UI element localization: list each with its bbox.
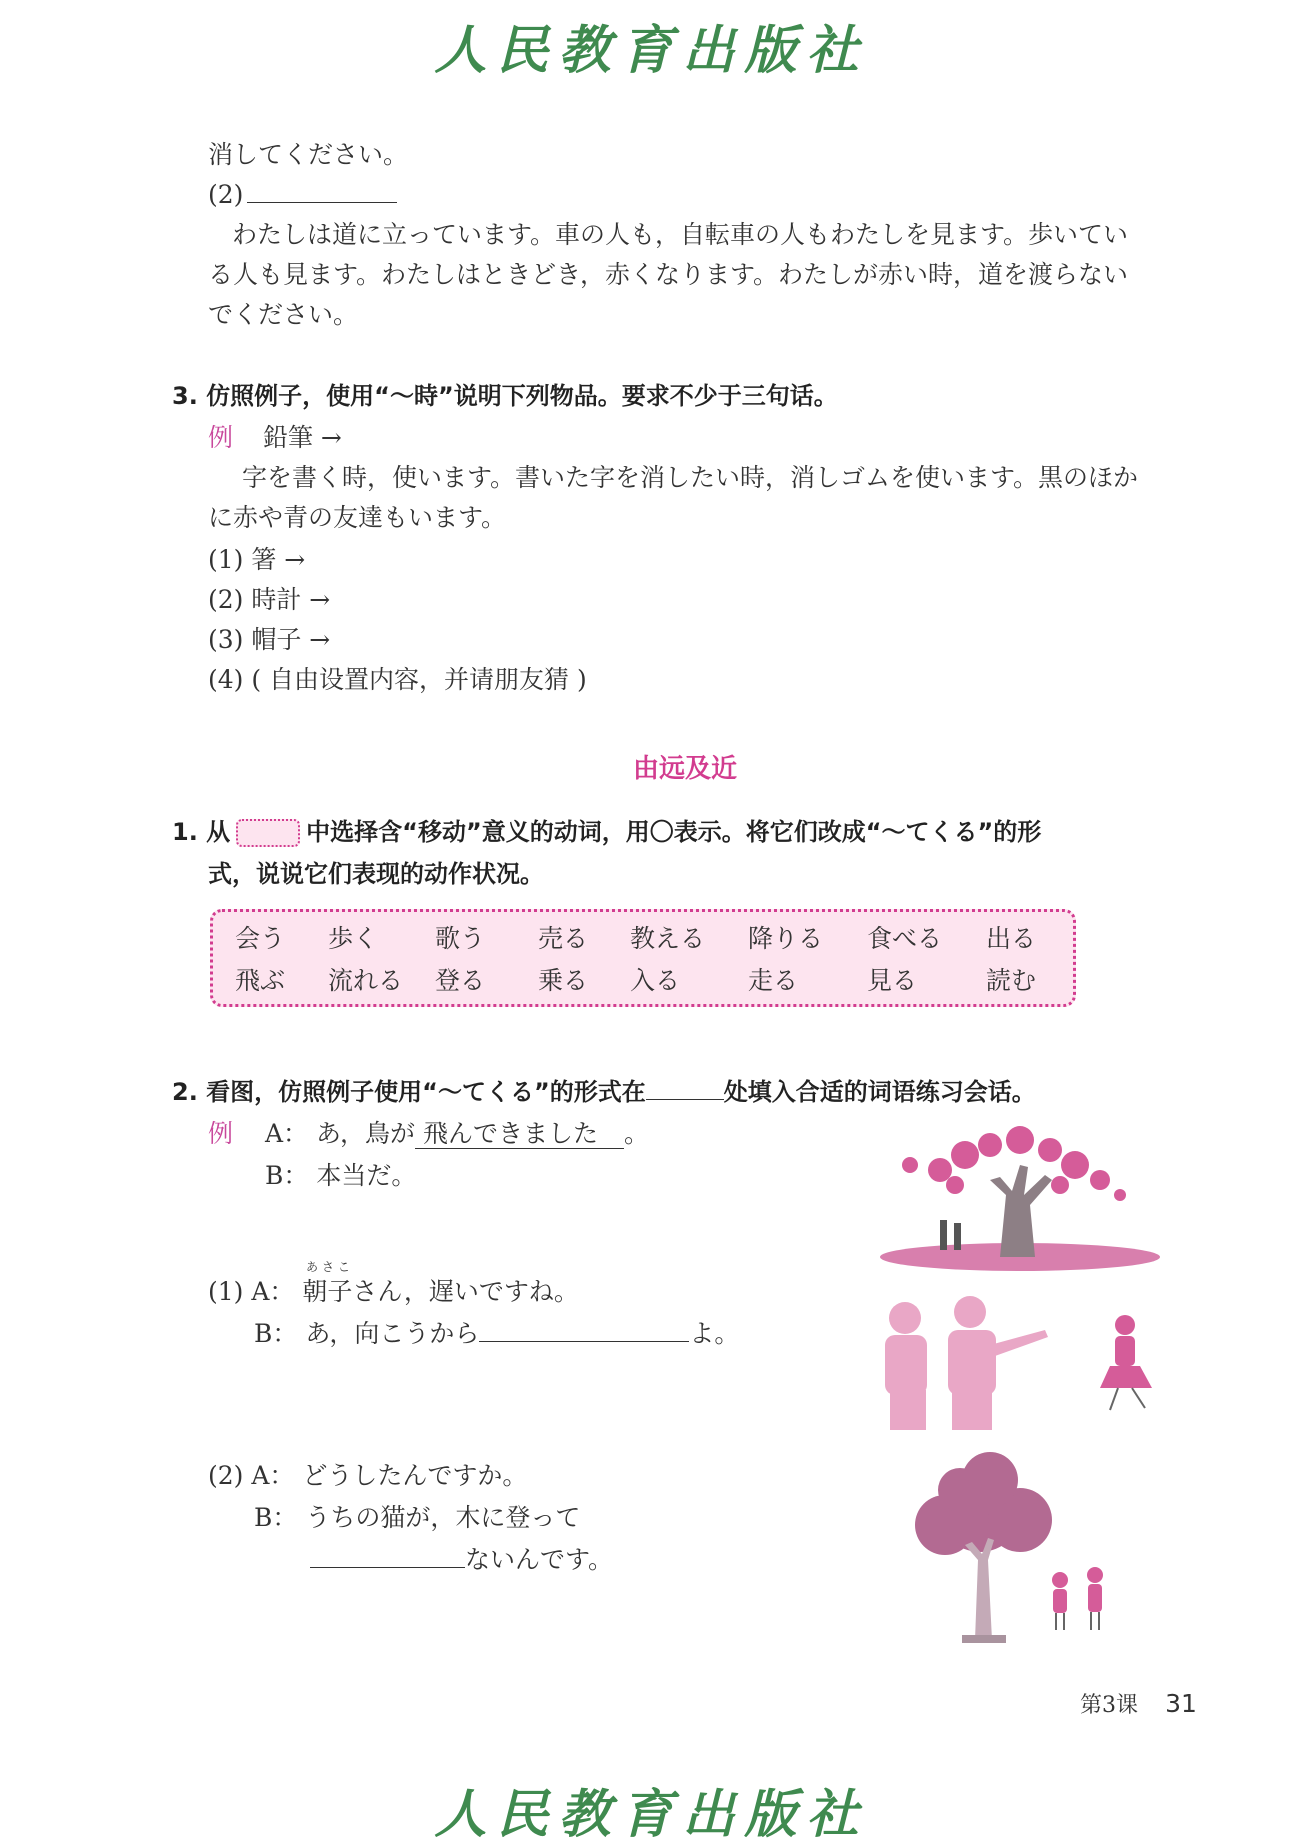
example-label: 例 — [208, 1119, 234, 1148]
q2-dialogue-b: B： うちの猫が，木に登って — [254, 1503, 581, 1532]
verb-word[interactable]: 流れる — [328, 966, 404, 995]
paragraph-line: わたしは道に立っています。車の人も，自転車の人もわたしを見ます。歩いてい — [232, 220, 1129, 249]
example-dialogue-a: 例 A： あ，鳥が 飛んできました 。 — [208, 1119, 650, 1148]
verb-word[interactable]: 歩く — [328, 924, 379, 953]
example-word: 鉛筆 → — [262, 423, 342, 452]
exercise-item: (3) 帽子 → — [208, 625, 331, 654]
heading-blank — [646, 1077, 724, 1100]
exercise-item: (2) 時計 → — [208, 585, 331, 614]
exercise-3-heading: 3. 仿照例子，使用“～時”说明下列物品。要求不少于三句话。 — [172, 382, 838, 410]
text-line: 消してください。 — [208, 140, 409, 169]
publisher-logo-footer: 人民教育出版社 — [434, 1784, 869, 1845]
verb-word[interactable]: 走る — [748, 966, 799, 995]
example-label: 例 — [208, 423, 234, 452]
exercise-b1-heading: 1. 从 中选择含“移动”意义的动词，用〇表示。将它们改成“～てくる”的形 — [172, 818, 1042, 846]
page-number: 31 — [1165, 1689, 1197, 1718]
exercise-item: (4) ( 自由设置内容，并请朋友猜 ) — [208, 665, 587, 694]
women-pointing-illustration — [860, 1290, 1180, 1435]
answer-blank[interactable] — [479, 1317, 689, 1342]
page-footer — [1080, 1688, 1197, 1719]
verb-word[interactable]: 飛ぶ — [235, 966, 286, 995]
verb-word[interactable]: 見る — [867, 966, 918, 995]
publisher-logo-header: 人民教育出版社 — [434, 20, 869, 81]
example-text-line: 字を書く時，使います。書いた字を消したい時，消しゴムを使います。黒のほか — [242, 463, 1139, 492]
dotted-box-marker — [236, 819, 300, 847]
tree-cat-illustration — [890, 1450, 1130, 1650]
paragraph-line: でください。 — [208, 300, 359, 329]
q1-dialogue-b: B： あ，向こうから よ。 — [254, 1319, 740, 1348]
verb-word[interactable]: 読む — [986, 966, 1037, 995]
exercise-b2-heading: 2. 看图，仿照例子使用“～てくる”的形式在 处填入合适的词语练习会话。 — [172, 1078, 1036, 1106]
verb-word[interactable]: 歌う — [435, 924, 486, 953]
answer-blank[interactable] — [310, 1543, 465, 1568]
exercise-item: (1) 箸 → — [208, 545, 306, 574]
q2-dialogue-c: ないんです。 — [310, 1540, 613, 1580]
item-2-label: (2) — [208, 175, 397, 215]
verb-word-box — [210, 909, 1076, 1007]
verb-word[interactable]: 売る — [538, 924, 589, 953]
example-answer: 飛んできました — [415, 1119, 624, 1149]
paragraph-line: る人も見ます。わたしはときどき，赤くなります。わたしが赤い時，道を渡らない — [208, 260, 1129, 289]
verb-word[interactable]: 食べる — [867, 924, 943, 953]
example-dialogue-b: B： 本当だ。 — [265, 1161, 417, 1190]
example-text-line: に赤や青の友達もいます。 — [208, 503, 507, 532]
exercise-b1-heading-line2: 式，说说它们表现的动作状况。 — [208, 860, 544, 888]
lesson-label: 第3课 — [1080, 1693, 1138, 1718]
verb-word[interactable]: 登る — [435, 966, 486, 995]
verb-word[interactable]: 会う — [235, 924, 286, 953]
ruby-reading: あさこ — [306, 1260, 355, 1274]
verb-word[interactable]: 出る — [986, 924, 1037, 953]
verb-word[interactable]: 降りる — [748, 924, 824, 953]
answer-blank[interactable] — [247, 178, 397, 203]
verb-word[interactable]: 入る — [630, 966, 681, 995]
q2-dialogue-a: (2) A： どうしたんですか。 — [208, 1461, 528, 1490]
cherry-tree-illustration — [880, 1125, 1170, 1275]
verb-word[interactable]: 教える — [630, 924, 706, 953]
example-line — [208, 418, 342, 458]
verb-word[interactable]: 乗る — [538, 966, 589, 995]
q1-dialogue-a: (1) A： 朝子さん，遅いですね。 — [208, 1277, 579, 1306]
section-title: 由远及近 — [632, 754, 737, 784]
